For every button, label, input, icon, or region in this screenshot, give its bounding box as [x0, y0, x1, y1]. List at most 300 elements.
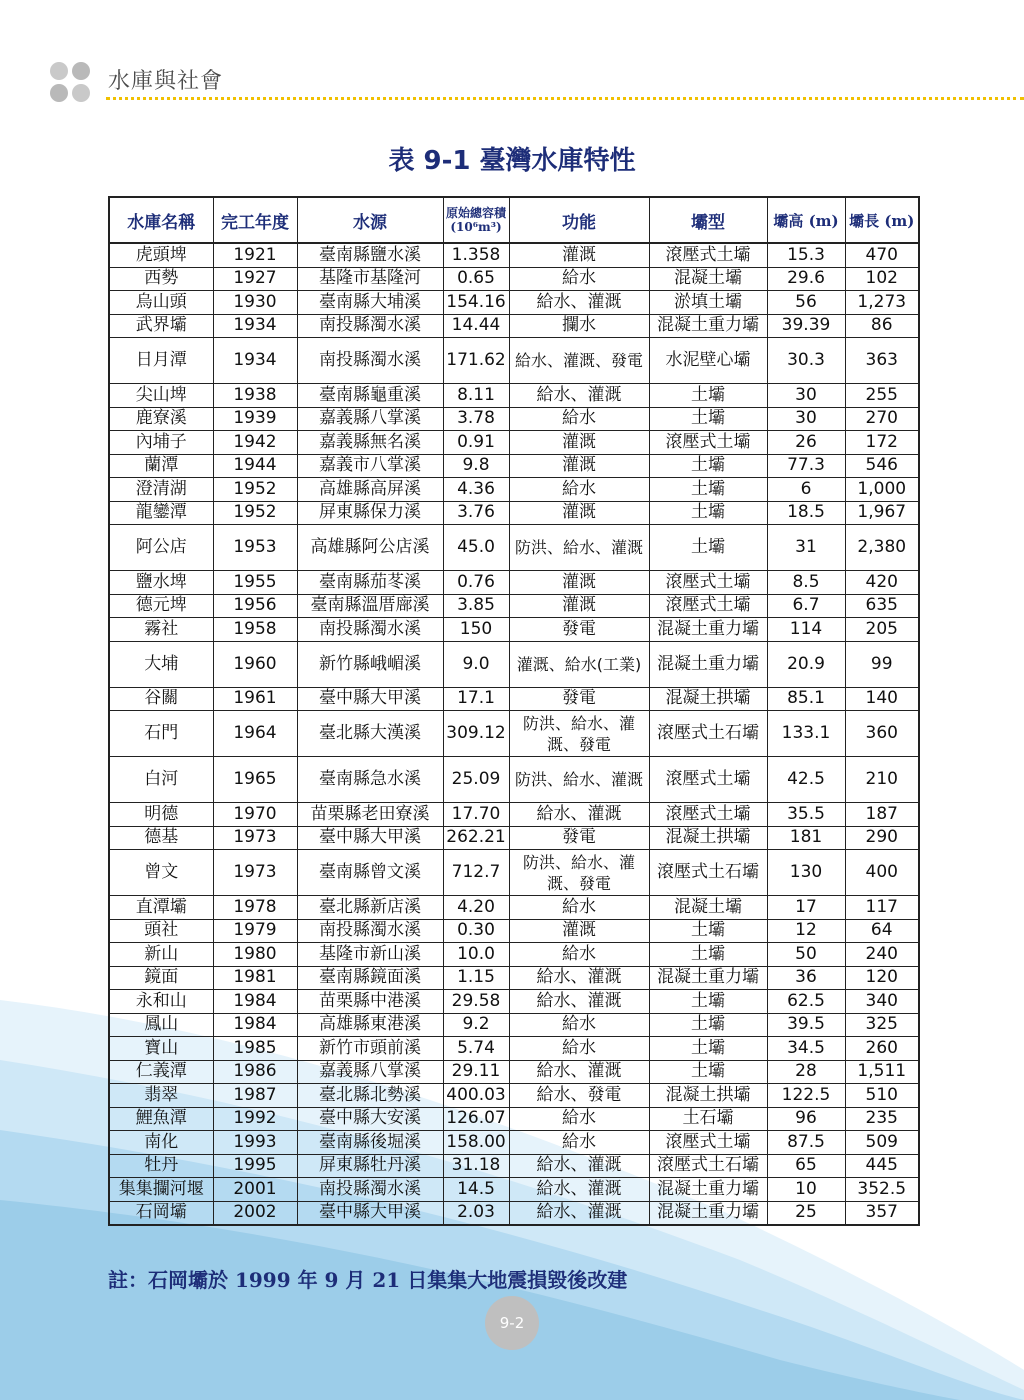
col-header-name: 水庫名稱	[109, 197, 213, 243]
cell-year: 1995	[213, 1154, 297, 1178]
cell-source: 臺北縣大漢溪	[297, 711, 443, 757]
col-header-dam-type: 壩型	[649, 197, 767, 243]
cell-dam-type: 混凝土拱壩	[649, 1084, 767, 1108]
cell-name: 谷關	[109, 687, 213, 711]
cell-capacity: 9.2	[443, 1013, 509, 1037]
cell-source: 南投縣濁水溪	[297, 618, 443, 642]
page-number: 9-2	[485, 1296, 539, 1350]
cell-dam-length: 363	[845, 338, 919, 384]
cell-year: 1993	[213, 1131, 297, 1155]
cell-function: 防洪、給水、灌溉	[509, 525, 649, 571]
table-row	[109, 641, 919, 687]
cell-dam-type: 土壩	[649, 454, 767, 478]
cell-capacity: 3.76	[443, 501, 509, 525]
cell-dam-height: 65	[767, 1154, 845, 1178]
cell-dam-length: 340	[845, 990, 919, 1014]
table-row	[109, 338, 919, 384]
cell-capacity: 1.15	[443, 966, 509, 990]
cell-capacity: 29.58	[443, 990, 509, 1014]
cell-year: 1952	[213, 501, 297, 525]
table-row	[109, 757, 919, 803]
cell-name: 新山	[109, 943, 213, 967]
table-row	[109, 1154, 919, 1178]
cell-year: 1985	[213, 1037, 297, 1061]
cell-source: 臺北縣新店溪	[297, 896, 443, 920]
cell-dam-height: 181	[767, 826, 845, 850]
cell-source: 嘉義縣無名溪	[297, 431, 443, 455]
cell-source: 南投縣濁水溪	[297, 1178, 443, 1202]
cell-dam-length: 240	[845, 943, 919, 967]
cell-name: 白河	[109, 757, 213, 803]
cell-source: 臺南縣鹽水溪	[297, 243, 443, 267]
cell-source: 臺中縣大甲溪	[297, 826, 443, 850]
cell-name: 鯉魚潭	[109, 1107, 213, 1131]
cell-year: 1979	[213, 919, 297, 943]
cell-function: 給水	[509, 1107, 649, 1131]
cell-dam-type: 滾壓式土壩	[649, 594, 767, 618]
cell-year: 1987	[213, 1084, 297, 1108]
reservoir-table	[108, 196, 920, 1226]
cell-function: 給水	[509, 478, 649, 502]
cell-function: 發電	[509, 618, 649, 642]
table-row	[109, 594, 919, 618]
cell-year: 1970	[213, 803, 297, 827]
cell-capacity: 4.36	[443, 478, 509, 502]
cell-function: 給水、灌溉	[509, 1060, 649, 1084]
cell-function: 灌溉	[509, 431, 649, 455]
cell-source: 臺南縣曾文溪	[297, 850, 443, 896]
cell-function: 給水、發電	[509, 1084, 649, 1108]
cell-dam-type: 土壩	[649, 1013, 767, 1037]
cell-function: 給水、灌溉、發電	[509, 338, 649, 384]
cell-dam-height: 20.9	[767, 641, 845, 687]
cell-capacity: 712.7	[443, 850, 509, 896]
col-header-dam-height: 壩高 (m)	[767, 197, 845, 243]
cell-name: 南化	[109, 1131, 213, 1155]
cell-dam-type: 滾壓式土壩	[649, 571, 767, 595]
table-row	[109, 243, 919, 267]
cell-year: 1952	[213, 478, 297, 502]
cell-dam-length: 420	[845, 571, 919, 595]
cell-source: 臺南縣鏡面溪	[297, 966, 443, 990]
cell-name: 永和山	[109, 990, 213, 1014]
cell-function: 發電	[509, 826, 649, 850]
table-row	[109, 850, 919, 896]
cell-function: 防洪、給水、灌溉、發電	[509, 850, 649, 896]
cell-name: 霧社	[109, 618, 213, 642]
cell-year: 1981	[213, 966, 297, 990]
cell-function: 給水	[509, 1013, 649, 1037]
cell-dam-type: 滾壓式土壩	[649, 1131, 767, 1155]
cell-year: 1965	[213, 757, 297, 803]
cell-function: 給水	[509, 943, 649, 967]
table-row	[109, 431, 919, 455]
table-row	[109, 1013, 919, 1037]
cell-dam-length: 400	[845, 850, 919, 896]
cell-source: 嘉義縣八掌溪	[297, 1060, 443, 1084]
cell-capacity: 29.11	[443, 1060, 509, 1084]
cell-function: 灌溉	[509, 501, 649, 525]
table-row	[109, 478, 919, 502]
cell-dam-length: 290	[845, 826, 919, 850]
cell-function: 給水、灌溉	[509, 1154, 649, 1178]
table-row	[109, 571, 919, 595]
cell-dam-height: 87.5	[767, 1131, 845, 1155]
cell-dam-height: 30	[767, 384, 845, 408]
cell-function: 灌溉	[509, 454, 649, 478]
cell-dam-type: 混凝土拱壩	[649, 687, 767, 711]
cell-function: 攔水	[509, 314, 649, 338]
cell-year: 1956	[213, 594, 297, 618]
cell-year: 1958	[213, 618, 297, 642]
cell-capacity: 158.00	[443, 1131, 509, 1155]
table-row	[109, 990, 919, 1014]
cell-source: 臺南縣溫厝廍溪	[297, 594, 443, 618]
cell-source: 南投縣濁水溪	[297, 314, 443, 338]
table-row	[109, 711, 919, 757]
cell-capacity: 0.65	[443, 267, 509, 291]
cell-capacity: 31.18	[443, 1154, 509, 1178]
cell-dam-type: 土壩	[649, 407, 767, 431]
cell-year: 1992	[213, 1107, 297, 1131]
cell-capacity: 17.70	[443, 803, 509, 827]
cell-year: 1953	[213, 525, 297, 571]
cell-capacity: 9.8	[443, 454, 509, 478]
table-footnote: 註：石岡壩於 1999 年 9 月 21 日集集大地震損毀後改建	[108, 1268, 628, 1292]
cell-dam-type: 土壩	[649, 1037, 767, 1061]
cell-dam-type: 土壩	[649, 501, 767, 525]
cell-dam-height: 26	[767, 431, 845, 455]
cell-dam-height: 133.1	[767, 711, 845, 757]
cell-capacity: 14.5	[443, 1178, 509, 1202]
cell-dam-length: 546	[845, 454, 919, 478]
cell-year: 1938	[213, 384, 297, 408]
cell-function: 給水	[509, 896, 649, 920]
cell-function: 發電	[509, 687, 649, 711]
cell-source: 臺南縣茄苳溪	[297, 571, 443, 595]
col-header-year: 完工年度	[213, 197, 297, 243]
cell-dam-type: 混凝土重力壩	[649, 618, 767, 642]
cell-dam-length: 86	[845, 314, 919, 338]
cell-dam-length: 360	[845, 711, 919, 757]
cell-dam-type: 淤填土壩	[649, 291, 767, 315]
cell-source: 苗栗縣中港溪	[297, 990, 443, 1014]
cell-dam-height: 35.5	[767, 803, 845, 827]
cell-dam-length: 255	[845, 384, 919, 408]
table-row	[109, 454, 919, 478]
cell-name: 烏山頭	[109, 291, 213, 315]
cell-name: 石門	[109, 711, 213, 757]
cell-year: 1961	[213, 687, 297, 711]
cell-dam-length: 120	[845, 966, 919, 990]
cell-function: 灌溉、給水(工業)	[509, 641, 649, 687]
cell-name: 鹽水埤	[109, 571, 213, 595]
cell-function: 給水、灌溉	[509, 803, 649, 827]
cell-dam-height: 122.5	[767, 1084, 845, 1108]
cell-dam-type: 混凝土重力壩	[649, 1178, 767, 1202]
cell-capacity: 8.11	[443, 384, 509, 408]
cell-dam-height: 30	[767, 407, 845, 431]
cell-name: 鏡面	[109, 966, 213, 990]
cell-dam-length: 140	[845, 687, 919, 711]
cell-dam-type: 土壩	[649, 990, 767, 1014]
cell-dam-length: 1,511	[845, 1060, 919, 1084]
section-dots-icon	[50, 62, 92, 104]
cell-dam-height: 50	[767, 943, 845, 967]
cell-name: 德元埤	[109, 594, 213, 618]
cell-dam-length: 102	[845, 267, 919, 291]
cell-function: 灌溉	[509, 243, 649, 267]
cell-dam-type: 混凝土壩	[649, 267, 767, 291]
cell-year: 1964	[213, 711, 297, 757]
cell-dam-type: 混凝土重力壩	[649, 641, 767, 687]
cell-function: 灌溉	[509, 919, 649, 943]
cell-dam-length: 325	[845, 1013, 919, 1037]
cell-dam-height: 31	[767, 525, 845, 571]
cell-year: 1944	[213, 454, 297, 478]
header-divider	[106, 97, 1024, 100]
cell-name: 西勢	[109, 267, 213, 291]
cell-source: 臺中縣大安溪	[297, 1107, 443, 1131]
cell-dam-type: 土石壩	[649, 1107, 767, 1131]
cell-name: 蘭潭	[109, 454, 213, 478]
cell-dam-length: 357	[845, 1201, 919, 1225]
cell-dam-length: 1,000	[845, 478, 919, 502]
cell-name: 德基	[109, 826, 213, 850]
cell-year: 1942	[213, 431, 297, 455]
cell-capacity: 171.62	[443, 338, 509, 384]
cell-year: 1973	[213, 826, 297, 850]
col-header-function: 功能	[509, 197, 649, 243]
col-header-capacity: 原始總容積(10⁶m³)	[443, 197, 509, 243]
cell-dam-height: 56	[767, 291, 845, 315]
cell-year: 1980	[213, 943, 297, 967]
cell-function: 給水、灌溉	[509, 990, 649, 1014]
cell-name: 尖山埤	[109, 384, 213, 408]
cell-dam-type: 滾壓式土壩	[649, 431, 767, 455]
cell-dam-height: 39.5	[767, 1013, 845, 1037]
cell-capacity: 154.16	[443, 291, 509, 315]
cell-name: 明德	[109, 803, 213, 827]
cell-name: 龍鑾潭	[109, 501, 213, 525]
cell-source: 嘉義市八掌溪	[297, 454, 443, 478]
cell-dam-length: 172	[845, 431, 919, 455]
cell-capacity: 1.358	[443, 243, 509, 267]
table-row	[109, 919, 919, 943]
cell-source: 臺中縣大甲溪	[297, 687, 443, 711]
cell-function: 給水、灌溉	[509, 1201, 649, 1225]
table-row	[109, 1060, 919, 1084]
cell-dam-height: 29.6	[767, 267, 845, 291]
page-header	[50, 60, 1024, 108]
cell-year: 1978	[213, 896, 297, 920]
cell-name: 牡丹	[109, 1154, 213, 1178]
cell-capacity: 0.91	[443, 431, 509, 455]
cell-dam-type: 滾壓式土壩	[649, 803, 767, 827]
cell-dam-length: 205	[845, 618, 919, 642]
table-row	[109, 826, 919, 850]
cell-function: 防洪、給水、灌溉、發電	[509, 711, 649, 757]
cell-function: 給水、灌溉	[509, 291, 649, 315]
cell-year: 1934	[213, 314, 297, 338]
cell-dam-length: 1,273	[845, 291, 919, 315]
cell-dam-height: 39.39	[767, 314, 845, 338]
cell-dam-height: 15.3	[767, 243, 845, 267]
table-row	[109, 525, 919, 571]
cell-name: 澄清湖	[109, 478, 213, 502]
cell-dam-length: 117	[845, 896, 919, 920]
cell-source: 嘉義縣八掌溪	[297, 407, 443, 431]
cell-name: 石岡壩	[109, 1201, 213, 1225]
cell-dam-length: 210	[845, 757, 919, 803]
cell-year: 1973	[213, 850, 297, 896]
table-row	[109, 966, 919, 990]
cell-name: 翡翠	[109, 1084, 213, 1108]
table-row	[109, 1131, 919, 1155]
col-header-source: 水源	[297, 197, 443, 243]
cell-dam-length: 260	[845, 1037, 919, 1061]
cell-source: 南投縣濁水溪	[297, 919, 443, 943]
cell-function: 給水	[509, 267, 649, 291]
cell-dam-height: 12	[767, 919, 845, 943]
table-row	[109, 501, 919, 525]
cell-name: 集集攔河堰	[109, 1178, 213, 1202]
cell-dam-type: 水泥壁心壩	[649, 338, 767, 384]
table-body	[109, 243, 919, 1225]
cell-capacity: 0.76	[443, 571, 509, 595]
cell-source: 臺南縣後堀溪	[297, 1131, 443, 1155]
cell-year: 2001	[213, 1178, 297, 1202]
table-row	[109, 267, 919, 291]
cell-dam-type: 土壩	[649, 943, 767, 967]
table-row	[109, 314, 919, 338]
table-row	[109, 896, 919, 920]
cell-capacity: 5.74	[443, 1037, 509, 1061]
cell-dam-type: 混凝土重力壩	[649, 966, 767, 990]
table-row	[109, 291, 919, 315]
cell-name: 大埔	[109, 641, 213, 687]
cell-dam-length: 2,380	[845, 525, 919, 571]
cell-capacity: 0.30	[443, 919, 509, 943]
table-row	[109, 618, 919, 642]
cell-source: 臺南縣龜重溪	[297, 384, 443, 408]
table-row	[109, 943, 919, 967]
cell-year: 2002	[213, 1201, 297, 1225]
cell-capacity: 14.44	[443, 314, 509, 338]
cell-dam-height: 96	[767, 1107, 845, 1131]
cell-dam-height: 28	[767, 1060, 845, 1084]
cell-dam-length: 235	[845, 1107, 919, 1131]
cell-source: 基隆市基隆河	[297, 267, 443, 291]
cell-source: 新竹縣峨嵋溪	[297, 641, 443, 687]
cell-capacity: 9.0	[443, 641, 509, 687]
cell-dam-height: 30.3	[767, 338, 845, 384]
cell-dam-type: 滾壓式土石壩	[649, 850, 767, 896]
cell-year: 1984	[213, 1013, 297, 1037]
cell-dam-length: 470	[845, 243, 919, 267]
cell-name: 仁義潭	[109, 1060, 213, 1084]
cell-year: 1921	[213, 243, 297, 267]
cell-year: 1986	[213, 1060, 297, 1084]
cell-name: 內埔子	[109, 431, 213, 455]
cell-capacity: 3.85	[443, 594, 509, 618]
cell-source: 新竹市頭前溪	[297, 1037, 443, 1061]
cell-dam-length: 1,967	[845, 501, 919, 525]
cell-name: 直潭壩	[109, 896, 213, 920]
cell-dam-height: 34.5	[767, 1037, 845, 1061]
cell-source: 屏東縣保力溪	[297, 501, 443, 525]
table-row	[109, 1201, 919, 1225]
cell-capacity: 45.0	[443, 525, 509, 571]
cell-source: 臺南縣大埔溪	[297, 291, 443, 315]
cell-name: 鹿寮溪	[109, 407, 213, 431]
cell-source: 苗栗縣老田寮溪	[297, 803, 443, 827]
cell-name: 頭社	[109, 919, 213, 943]
cell-name: 虎頭埤	[109, 243, 213, 267]
cell-dam-type: 土壩	[649, 525, 767, 571]
cell-dam-type: 土壩	[649, 384, 767, 408]
cell-dam-type: 土壩	[649, 1060, 767, 1084]
cell-dam-height: 17	[767, 896, 845, 920]
cell-function: 給水、灌溉	[509, 384, 649, 408]
cell-dam-type: 滾壓式土壩	[649, 243, 767, 267]
cell-dam-type: 混凝土壩	[649, 896, 767, 920]
cell-name: 曾文	[109, 850, 213, 896]
cell-capacity: 17.1	[443, 687, 509, 711]
cell-dam-height: 10	[767, 1178, 845, 1202]
cell-dam-length: 635	[845, 594, 919, 618]
cell-function: 給水	[509, 407, 649, 431]
table-row	[109, 1037, 919, 1061]
cell-source: 基隆市新山溪	[297, 943, 443, 967]
cell-dam-height: 36	[767, 966, 845, 990]
cell-source: 南投縣濁水溪	[297, 338, 443, 384]
cell-dam-type: 滾壓式土壩	[649, 757, 767, 803]
table-row	[109, 407, 919, 431]
cell-dam-length: 187	[845, 803, 919, 827]
cell-dam-length: 270	[845, 407, 919, 431]
cell-name: 鳳山	[109, 1013, 213, 1037]
cell-function: 給水、灌溉	[509, 1178, 649, 1202]
section-title: 水庫與社會	[108, 69, 224, 94]
cell-year: 1960	[213, 641, 297, 687]
cell-dam-height: 6	[767, 478, 845, 502]
cell-capacity: 126.07	[443, 1107, 509, 1131]
cell-name: 日月潭	[109, 338, 213, 384]
cell-dam-type: 混凝土重力壩	[649, 314, 767, 338]
cell-name: 阿公店	[109, 525, 213, 571]
cell-source: 臺北縣北勢溪	[297, 1084, 443, 1108]
cell-dam-height: 8.5	[767, 571, 845, 595]
cell-dam-height: 25	[767, 1201, 845, 1225]
cell-dam-height: 77.3	[767, 454, 845, 478]
cell-dam-height: 130	[767, 850, 845, 896]
cell-function: 給水、灌溉	[509, 966, 649, 990]
table-row	[109, 1107, 919, 1131]
cell-source: 高雄縣東港溪	[297, 1013, 443, 1037]
cell-dam-height: 85.1	[767, 687, 845, 711]
cell-dam-length: 509	[845, 1131, 919, 1155]
cell-dam-height: 6.7	[767, 594, 845, 618]
cell-capacity: 400.03	[443, 1084, 509, 1108]
cell-name: 武界壩	[109, 314, 213, 338]
cell-dam-type: 土壩	[649, 919, 767, 943]
cell-source: 臺中縣大甲溪	[297, 1201, 443, 1225]
cell-function: 給水	[509, 1131, 649, 1155]
table-row	[109, 687, 919, 711]
cell-dam-length: 352.5	[845, 1178, 919, 1202]
cell-function: 防洪、給水、灌溉	[509, 757, 649, 803]
